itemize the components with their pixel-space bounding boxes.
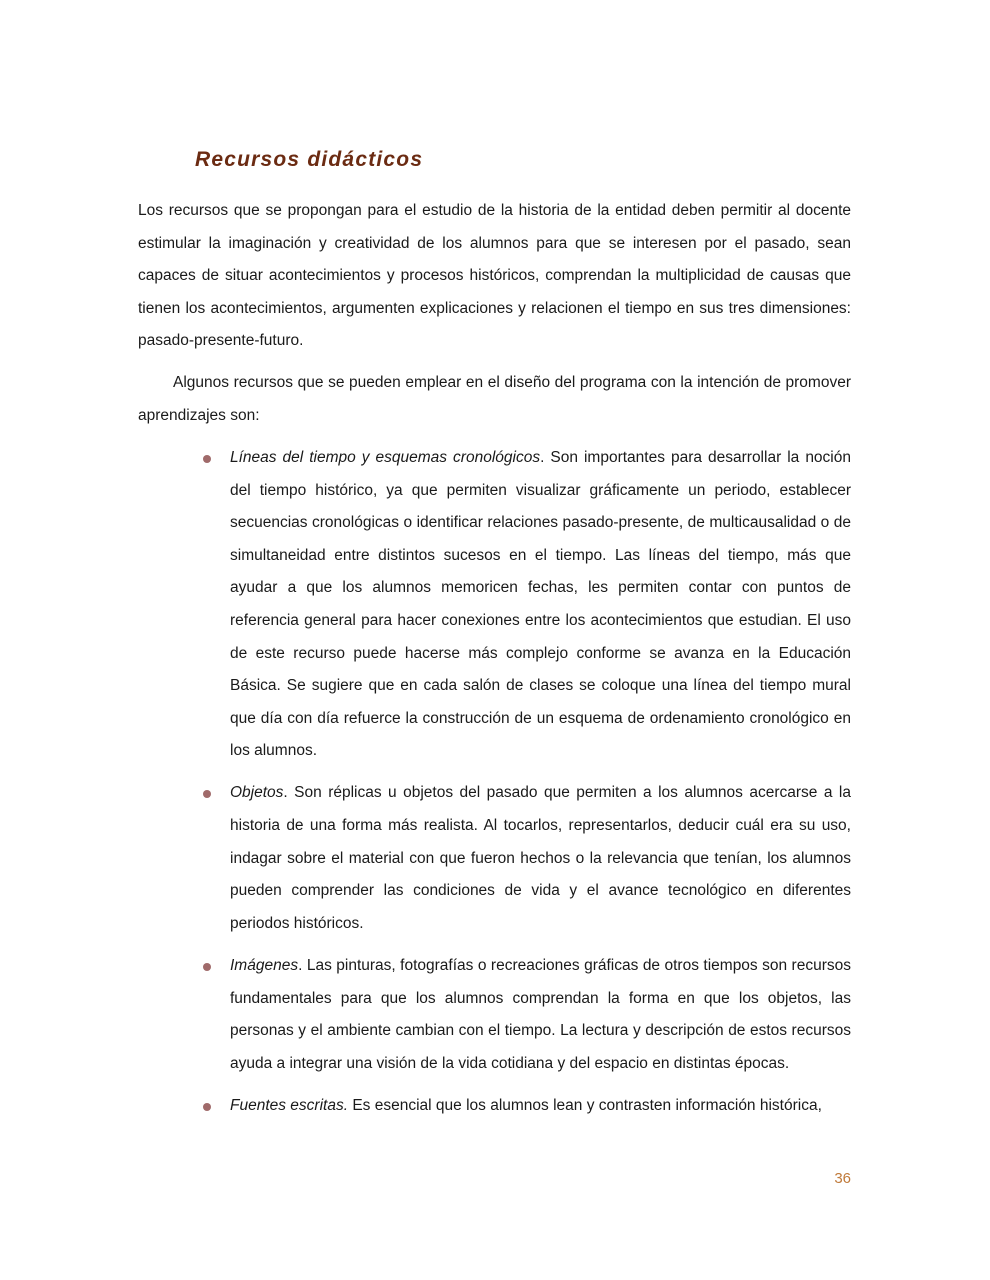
bullet-term: Imágenes — [230, 956, 299, 974]
list-item — [230, 1090, 851, 1123]
page-number: 36 — [834, 1170, 851, 1187]
bullet-text: Es esencial que los alumnos lean y contrasten información histórica, — [348, 1096, 822, 1114]
bullet-text: . Son réplicas u objetos del pasado que permiten a los alumnos acercarse a la historia de una forma más realista. Al tocarlos, representarlos, deducir cuál era su uso, indagar sobre el material con que fueron hechos o la relevancia que tenían, los alumnos pueden comprender las condiciones de vida y el avance tecnológico en diferentes periodos históricos. — [230, 784, 851, 932]
list-item — [230, 777, 851, 940]
resources-list — [0, 442, 990, 1132]
bullet-text: . Las pinturas, fotografías o recreaciones gráficas de otros tiempos son recursos fundamentales para que los alumnos comprendan la forma en que los objetos, las personas y el ambiente cambian con el tiempo. La lectura y descripción de estos recursos ayuda a integrar una visión de la vida cotidiana y del espacio en distintas épocas. — [230, 956, 851, 1072]
bullet-icon — [203, 790, 211, 798]
list-item — [230, 442, 851, 768]
bullet-icon — [203, 1103, 211, 1111]
bullet-icon — [203, 455, 211, 463]
lead-paragraph: Algunos recursos que se pueden emplear en el diseño del programa con la intención de promover aprendizajes son: — [138, 374, 851, 424]
bullet-term: Fuentes escritas. — [230, 1096, 349, 1114]
list-item — [230, 950, 851, 1080]
intro-paragraph: Los recursos que se propongan para el estudio de la historia de la entidad deben permitir al docente estimular la imaginación y creatividad de los alumnos para que se interesen por el pasado, sean capaces de situar acontecimientos y procesos históricos, comprendan la multiplicidad de causas que tienen los acontecimientos, argumenten explicaciones y relacionen el tiempo en sus tres dimensiones: pasado-presente-futuro. — [138, 202, 851, 350]
bullet-icon — [203, 963, 211, 971]
section-heading: Recursos didácticos — [195, 148, 424, 171]
bullet-term: Objetos — [230, 784, 284, 802]
bullet-text: . Son importantes para desarrollar la noción del tiempo histórico, ya que permiten visualizar gráficamente un periodo, establecer secuencias cronológicas o identificar relaciones pasado-presente, de multicausalidad o de simultaneidad entre distintos sucesos en el tiempo. Las líneas del tiempo, más que ayudar a que los alumnos memoricen fechas, les permiten contar con puntos de referencia general para hacer conexiones entre los acontecimientos que estudian. El uso de este recurso puede hacerse más complejo conforme se avanza en la Educación Básica. Se sugiere que en cada salón de clases se coloque una línea del tiempo mural que día con día refuerce la construcción de un esquema de ordenamiento cronológico en los alumnos. — [230, 449, 851, 760]
bullet-term: Líneas del tiempo y esquemas cronológicos — [230, 449, 541, 466]
